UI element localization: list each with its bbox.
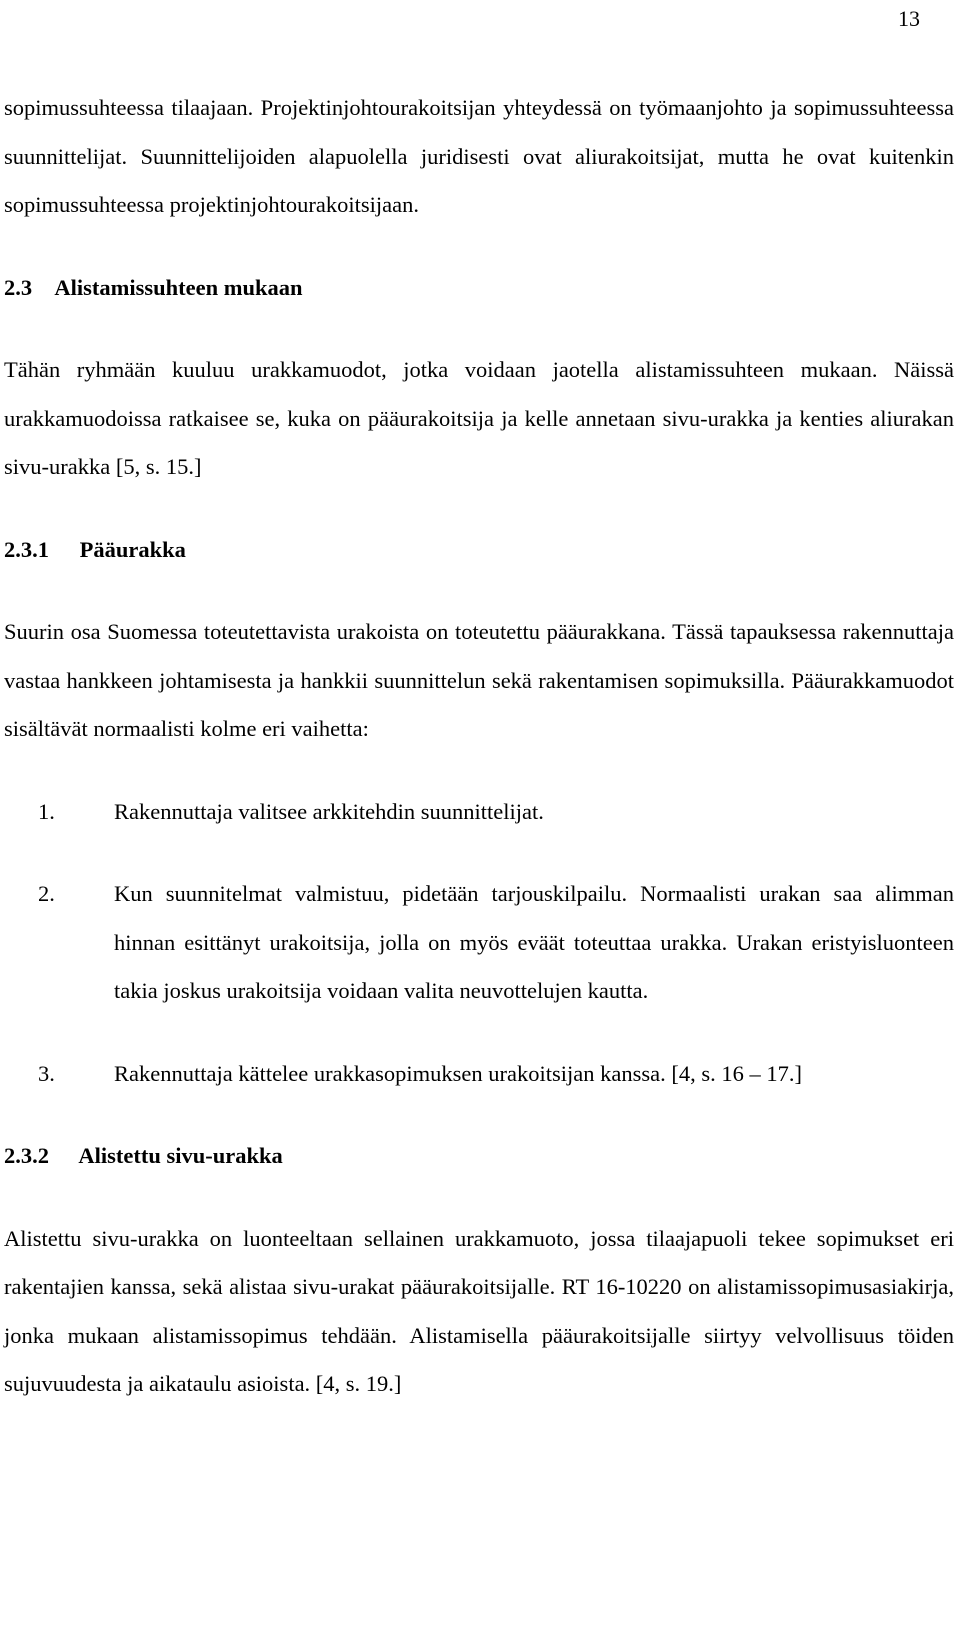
list-item: [4, 788, 954, 837]
section-heading-2-3: [4, 264, 954, 313]
paragraph-2-3-2: Alistettu sivu-urakka on luonteeltaan sellainen urakkamuoto, jossa tilaajapuoli tekee sopimukset eri rakentajien kanssa, sekä alistaa sivu-urakat pääurakoitsijalle. RT 16-10220 on alistamissopimusasiakirja, jonka mukaan alistamissopimus tehdään. Alistamisella pääurakoitsijalle siirtyy velvollisuus töiden sujuvuudesta ja aikataulu asioista. [4, s. 19.]: [4, 1225, 954, 1396]
list-text: Kun suunnitelmat valmistuu, pidetään tarjouskilpailu. Normaalisti urakan saa alimman hinnan esittänyt urakoitsija, jolla on myös eväät toteuttaa urakka. Urakan eristyisluonteen takia joskus urakoitsija voidaan valita neuvottelujen kautta.: [114, 881, 954, 1003]
document-body: [4, 84, 954, 1409]
paragraph-2-3-1: Suurin osa Suomessa toteutettavista urakoista on toteutettu pääurakkana. Tässä tapauksessa rakennuttaja vastaa hankkeen johtamisesta ja hankkii suunnittelun sekä rakentamisen sopimuksilla. Pääurakkamuodot sisältävät normaalisti kolme eri vaihetta:: [4, 619, 954, 741]
paragraph-2-3: Tähän ryhmään kuuluu urakkamuodot, jotka voidaan jaotella alistamissuhteen mukaan. Näissä urakkamuodoissa ratkaisee se, kuka on pääurakoitsija ja kelle annetaan sivu-urakka ja kenties aliurakan sivu-urakka [5, s. 15.]: [4, 357, 954, 479]
page-number: 13: [898, 6, 920, 31]
section-number: 2.3.2: [4, 1143, 49, 1168]
list-number: 2.: [38, 881, 55, 906]
list-item: [4, 870, 954, 1016]
section-title: Pääurakka: [79, 536, 186, 562]
section-title: Alistamissuhteen mukaan: [54, 274, 303, 300]
list-item: [4, 1050, 954, 1099]
phase-list: [4, 788, 954, 1099]
section-number: 2.3: [4, 274, 33, 300]
paragraph-intro: sopimussuhteessa tilaajaan. Projektinjohtourakoitsijan yhteydessä on työmaanjohto ja sopimussuhteessa suunnittelijat. Suunnittelijoiden alapuolella juridisesti ovat aliurakoitsijat, mutta he ovat kuitenkin sopimussuhteessa projektinjohtourakoitsijaan.: [4, 95, 954, 217]
list-number: 3.: [38, 1060, 55, 1086]
section-number: 2.3.1: [4, 536, 49, 562]
section-heading-2-3-2: [4, 1132, 954, 1181]
list-text: Rakennuttaja valitsee arkkitehdin suunnittelijat.: [114, 798, 544, 824]
section-heading-2-3-1: [4, 526, 954, 575]
section-title: Alistettu sivu-urakka: [78, 1143, 283, 1168]
list-text: Rakennuttaja kättelee urakkasopimuksen urakoitsijan kanssa. [4, s. 16 – 17.]: [114, 1060, 802, 1086]
list-number: 1.: [38, 798, 55, 824]
